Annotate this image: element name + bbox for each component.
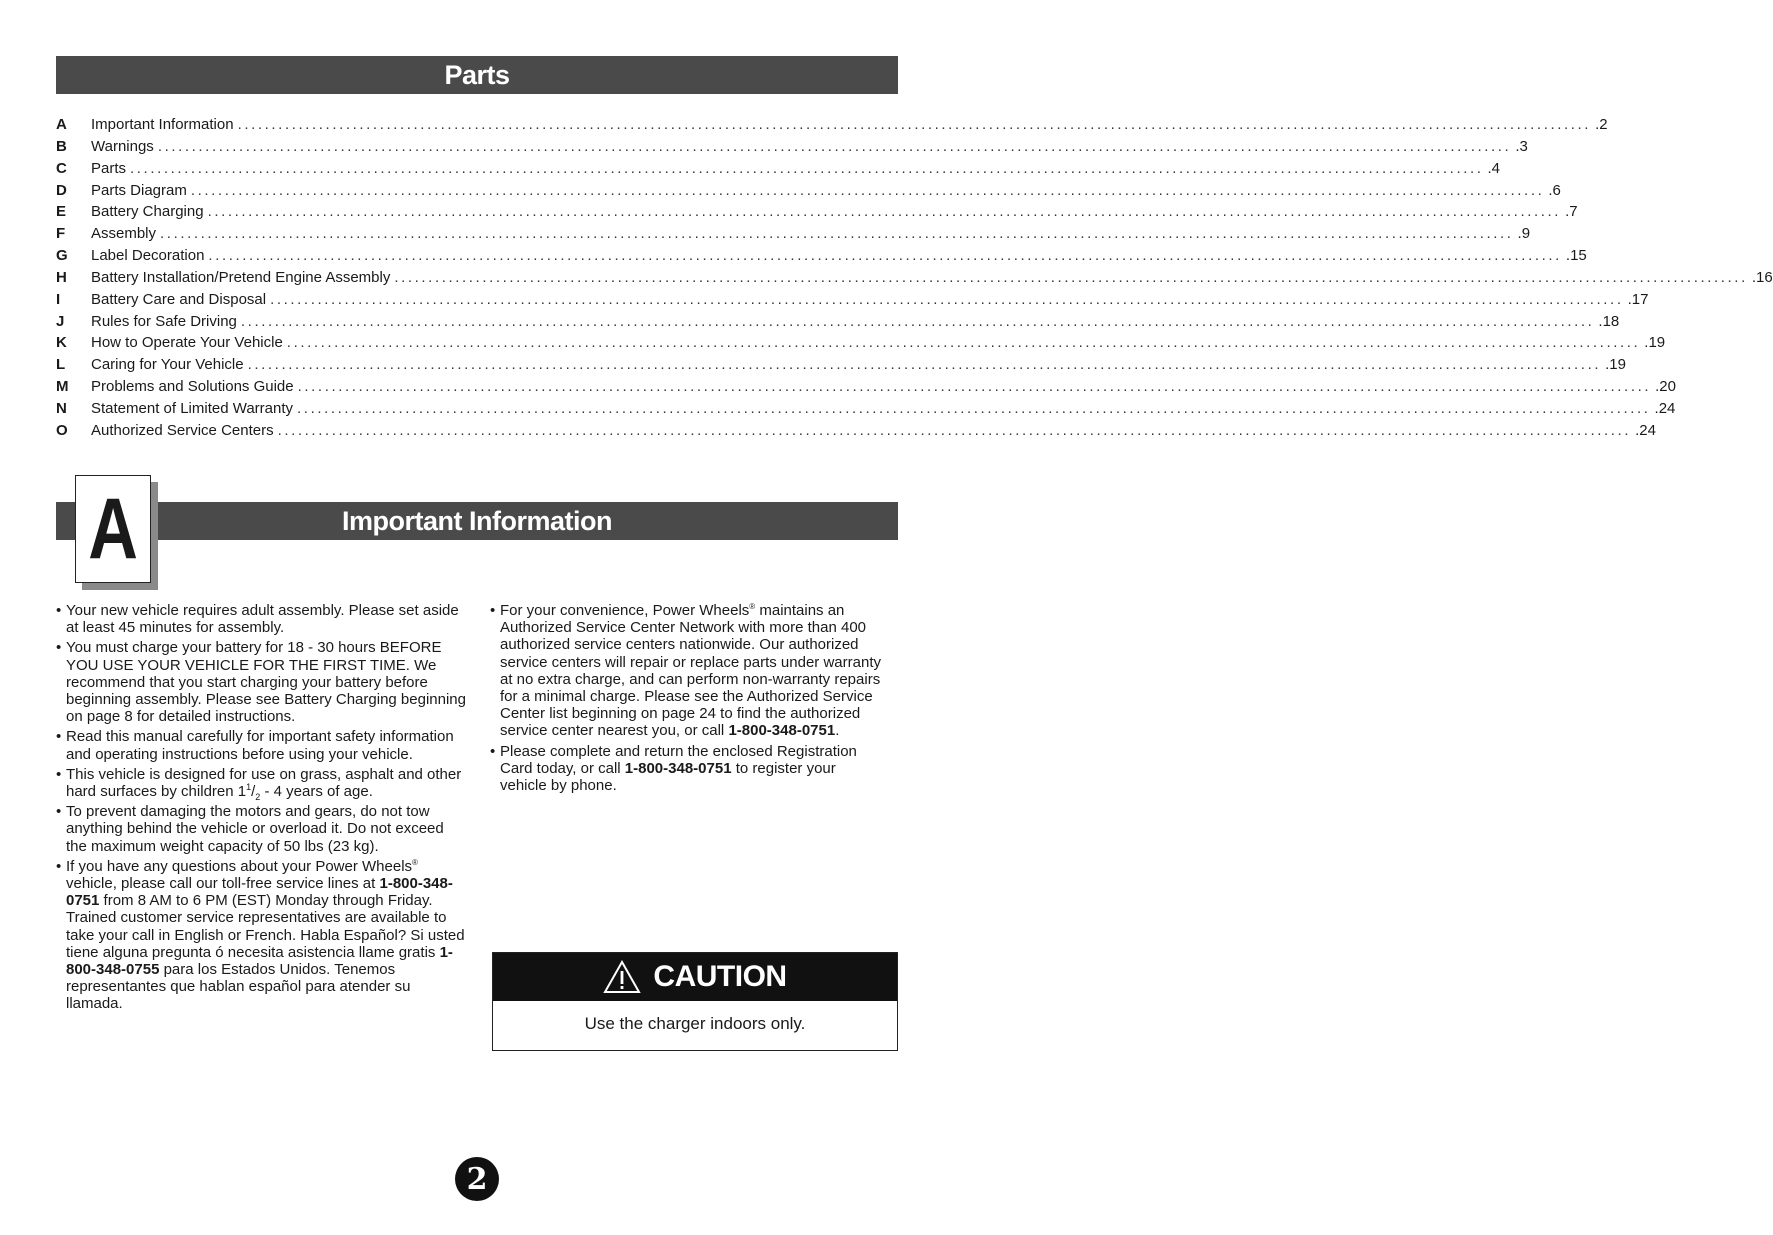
phone-number: 1-800-348-0751 xyxy=(624,759,732,777)
fraction-denominator: 2 xyxy=(255,792,261,803)
parts-title: Parts xyxy=(444,60,510,90)
bullet-text: . xyxy=(835,722,840,740)
toc-leader-dots: ........................................................................................................................................................................................................ xyxy=(240,312,1595,330)
bullet-text: For your convenience, Power Wheels xyxy=(500,602,750,619)
toc-leader-dots: ........................................................................................................................................................................................................ xyxy=(160,225,1514,243)
bullet-text: Your new vehicle requires adult assembly. Please set aside at least 45 minutes for assembly. xyxy=(66,602,459,637)
toc-row xyxy=(56,268,1773,291)
fraction-numerator: 1 xyxy=(246,782,252,793)
caution-box xyxy=(492,952,898,1051)
registered-mark: ® xyxy=(749,602,756,611)
toc-letter: B xyxy=(56,137,67,155)
toc-page: .15 xyxy=(1565,247,1587,265)
toc-title: Problems and Solutions Guide xyxy=(91,378,294,396)
toc-page: .16 xyxy=(1751,268,1773,286)
toc-row xyxy=(56,159,1501,182)
toc-leader-dots: ........................................................................................................................................................................................................ xyxy=(207,203,1562,221)
toc-row xyxy=(56,290,1649,313)
toc-letter: C xyxy=(56,159,67,177)
toc-page: .18 xyxy=(1598,312,1620,330)
toc-leader-dots: ........................................................................................................................................................................................................ xyxy=(394,268,1748,286)
toc-letter: O xyxy=(56,421,68,439)
toc-leader-dots: ........................................................................................................................................................................................................ xyxy=(247,356,1602,374)
right-column xyxy=(490,602,885,797)
toc-title: Battery Charging xyxy=(91,203,204,221)
bullet-text: Please complete and return the enclosed Registration Card today, or call xyxy=(500,742,857,777)
toc-page: .3 xyxy=(1515,137,1528,155)
toc-page: .19 xyxy=(1644,334,1666,352)
warning-triangle-icon xyxy=(603,960,641,994)
toc-title: Label Decoration xyxy=(91,247,205,265)
bullet-item xyxy=(56,803,466,855)
toc-title: Parts Diagram xyxy=(91,181,187,199)
toc-letter: F xyxy=(56,225,66,243)
toc-leader-dots: ........................................................................................................................................................................................................ xyxy=(286,334,1641,352)
toc-leader-dots: ........................................................................................................................................................................................................ xyxy=(130,159,1484,177)
toc-row xyxy=(56,203,1578,225)
toc-letter: H xyxy=(56,268,67,286)
bullet-item xyxy=(56,728,466,762)
toc-row xyxy=(56,312,1620,335)
toc-letter: K xyxy=(56,334,67,352)
toc-title: Caring for Your Vehicle xyxy=(91,356,244,374)
toc-page: .2 xyxy=(1595,116,1608,133)
toc-title: Warnings xyxy=(91,137,154,155)
bullet-text: - 4 years of age. xyxy=(260,783,373,801)
toc-page: .19 xyxy=(1605,356,1626,374)
bullet-text: to register your vehicle by phone. xyxy=(500,759,836,795)
caution-text: Use the charger indoors only. xyxy=(584,1014,806,1033)
toc-page: .9 xyxy=(1517,225,1531,243)
toc-leader-dots: ........................................................................................................................................................................................................ xyxy=(190,181,1545,199)
bullet-item xyxy=(56,858,466,1013)
toc-page: .20 xyxy=(1655,378,1676,396)
toc-leader-dots: ........................................................................................................................................................................................................ xyxy=(277,421,1632,439)
bullet-item xyxy=(490,743,885,795)
toc-row xyxy=(56,225,1531,247)
toc-leader-dots: ........................................................................................................................................................................................................ xyxy=(208,247,1562,265)
bullet-item xyxy=(490,602,885,740)
bullet-text: To prevent damaging the motors and gears, do not tow anything behind the vehicle or overload it. Do not exceed the maximum weight capacity of 50 lbs (23 kg). xyxy=(66,803,444,855)
toc-row xyxy=(56,378,1676,400)
toc-row xyxy=(56,334,1666,356)
bullet-text: maintains an Authorized Service Center Network with more than 400 authorized service centers nationwide. Our authorized service centers will repair or replace parts under warranty at no extra charge, and can perform non-warranty repairs for a minimal charge. Please see the Authorized Service Center list beginning on page 24 to find the authorized service center nearest you, or call xyxy=(500,602,881,740)
toc-leader-dots: ........................................................................................................................................................................................................ xyxy=(297,399,1651,417)
section-title: Important Information xyxy=(342,506,612,536)
page-number: 2 xyxy=(455,1157,499,1201)
left-column xyxy=(56,602,466,1016)
toc-row xyxy=(56,399,1676,422)
toc-row xyxy=(56,181,1561,204)
toc-letter: M xyxy=(56,378,69,396)
toc-row xyxy=(56,137,1528,160)
bullet-item xyxy=(56,765,466,803)
toc-page: .6 xyxy=(1548,181,1561,199)
toc-page: .24 xyxy=(1654,399,1676,417)
toc-letter: J xyxy=(56,312,65,330)
toc-title: How to Operate Your Vehicle xyxy=(91,334,283,352)
toc-page: .4 xyxy=(1487,159,1501,177)
toc-leader-dots: ........................................................................................................................................................................................................ xyxy=(270,290,1624,308)
toc-page: .17 xyxy=(1627,290,1649,308)
section-letter-box xyxy=(75,475,151,583)
toc-page: .24 xyxy=(1635,421,1656,439)
toc-letter: D xyxy=(56,181,67,199)
toc-letter: G xyxy=(56,247,68,265)
parts-index xyxy=(56,116,1773,444)
toc-row xyxy=(56,247,1587,269)
toc-title: Parts xyxy=(91,159,127,177)
toc-letter: N xyxy=(56,399,67,417)
registered-mark: ® xyxy=(412,857,418,867)
toc-letter: I xyxy=(56,290,61,308)
toc-letter: E xyxy=(56,203,67,221)
toc-title: Authorized Service Centers xyxy=(91,421,274,439)
toc-row xyxy=(56,356,1626,378)
toc-title: Rules for Safe Driving xyxy=(91,312,237,330)
bullet-item xyxy=(56,639,466,725)
phone-number: 1-800-348-0755 xyxy=(66,943,453,979)
toc-letter: A xyxy=(56,116,67,133)
toc-title: Assembly xyxy=(91,225,157,243)
caution-title: CAUTION xyxy=(653,960,787,993)
toc-leader-dots: ........................................................................................................................................................................................................ xyxy=(237,116,1592,133)
bullet-text: para los Estados Unidos. Tenemos representantes que hablan español para atender su llamada. xyxy=(66,961,411,1013)
toc-leader-dots: ........................................................................................................................................................................................................ xyxy=(157,137,1512,155)
bullet-text: Read this manual carefully for important safety information and operating instructions before using your vehicle. xyxy=(66,728,454,763)
toc-title: Battery Installation/Pretend Engine Assembly xyxy=(91,268,391,286)
bullet-text: This vehicle is designed for use on grass, asphalt and other hard surfaces by children 1 xyxy=(66,765,462,801)
bullet-item xyxy=(56,602,466,636)
toc-title: Statement of Limited Warranty xyxy=(91,399,294,417)
section-header xyxy=(56,502,898,540)
phone-number: 1-800-348-0751 xyxy=(728,722,836,740)
toc-row xyxy=(56,421,1656,444)
parts-header xyxy=(56,56,898,94)
bullet-text: You must charge your battery for 18 - 30 hours BEFORE YOU USE YOUR VEHICLE FOR THE FIRST TIME. We recommend that you start charging your battery before beginning assembly. Please see Battery Charging beginning on page 8 for detailed instructions. xyxy=(66,639,466,726)
bullet-text: If you have any questions about your Power Wheels xyxy=(66,857,413,875)
toc-title: Battery Care and Disposal xyxy=(91,290,267,308)
toc-row xyxy=(56,116,1608,138)
bullet-text: from 8 AM to 6 PM (EST) Monday through Friday. Trained customer service representatives are available to take your call in English or French. Habla Español? Si usted tiene alguna pregunta ó necesita asistencia llame gratis xyxy=(66,892,465,961)
bullet-text: vehicle, please call our toll-free service lines at xyxy=(66,875,380,893)
toc-title: Important Information xyxy=(91,116,234,133)
phone-number: 1-800-348-0751 xyxy=(66,875,453,910)
section-letter: A xyxy=(88,481,138,577)
toc-page: .7 xyxy=(1565,203,1578,221)
caution-header xyxy=(493,953,897,1001)
toc-leader-dots: ........................................................................................................................................................................................................ xyxy=(297,378,1652,396)
fraction: $^1/_2$ xyxy=(246,782,261,803)
toc-letter: L xyxy=(56,356,66,374)
